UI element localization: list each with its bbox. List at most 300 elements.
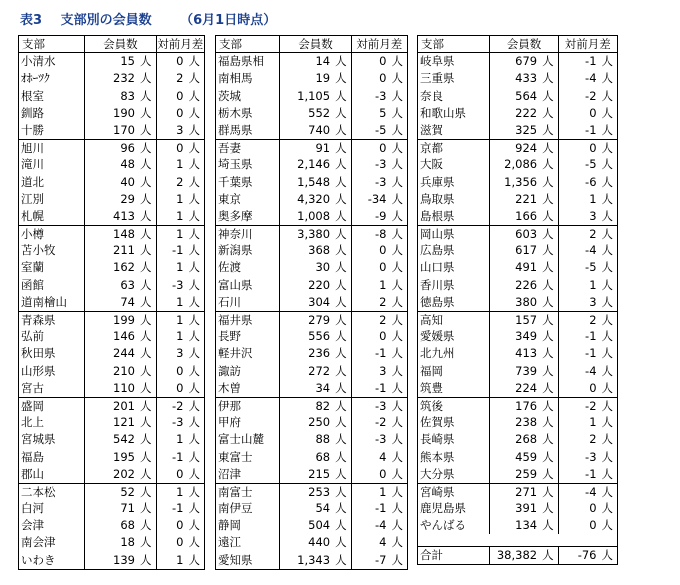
member-count [85, 552, 156, 569]
member-count-value: 1,356 [504, 174, 538, 189]
unit-label: 人 [140, 466, 152, 481]
month-diff-value: 3 [379, 363, 387, 378]
table-gap [418, 534, 617, 546]
unit-label: 人 [335, 346, 347, 361]
table-row [19, 449, 204, 466]
month-diff-value: -2 [585, 88, 597, 103]
unit-label: 人 [391, 54, 403, 69]
branch-name: 岡山県 [418, 226, 490, 242]
unit-label: 人 [391, 466, 403, 481]
month-diff [559, 242, 617, 259]
member-count [490, 431, 558, 448]
branch-name: 新潟県 [216, 242, 280, 259]
month-diff-value: -1 [585, 466, 597, 481]
month-diff [559, 431, 617, 448]
header-branch: 支部 [418, 36, 490, 52]
branch-name: 苫小牧 [19, 242, 85, 259]
member-count [280, 70, 351, 87]
table-row [418, 397, 617, 414]
month-diff [559, 122, 617, 139]
member-count-value: 3,380 [297, 227, 331, 242]
member-count-value: 121 [113, 415, 135, 430]
branch-name: 鹿児島県 [418, 500, 490, 517]
unit-label: 人 [188, 71, 200, 86]
month-diff [157, 277, 205, 294]
month-diff-value: 0 [589, 518, 597, 533]
month-diff [157, 363, 205, 380]
table-row [418, 466, 617, 483]
branch-name: 愛媛県 [418, 328, 490, 345]
member-count-value: 54 [315, 501, 331, 516]
month-diff-value: -1 [375, 501, 387, 516]
unit-label: 人 [188, 122, 200, 137]
member-count [85, 431, 156, 448]
table-row [418, 449, 617, 466]
table-row [19, 174, 204, 191]
month-diff [157, 398, 205, 414]
month-diff [559, 208, 617, 225]
member-count-value: 236 [308, 346, 331, 361]
member-count-value: 96 [120, 141, 135, 156]
month-diff [352, 294, 407, 311]
month-diff [157, 226, 205, 242]
unit-label: 人 [542, 260, 554, 275]
unit-label: 人 [140, 208, 152, 223]
unit-label: 人 [391, 398, 403, 413]
table-row [19, 156, 204, 173]
unit-label: 人 [335, 294, 347, 309]
unit-label: 人 [188, 449, 200, 464]
member-count [490, 105, 558, 122]
header-row [216, 36, 407, 53]
member-count-value: 603 [515, 227, 538, 242]
month-diff [559, 277, 617, 294]
unit-label: 人 [391, 122, 403, 137]
unit-label: 人 [335, 122, 347, 137]
member-count [280, 53, 351, 70]
month-diff-value: -2 [585, 398, 597, 413]
table-row [216, 122, 407, 139]
member-count-value: 14 [315, 54, 331, 69]
month-diff-value: -2 [375, 415, 387, 430]
header-row [418, 36, 617, 53]
month-diff-value: 0 [176, 535, 184, 550]
unit-label: 人 [188, 174, 200, 189]
unit-label: 人 [391, 432, 403, 447]
member-count-value: 40 [120, 174, 135, 189]
unit-label: 人 [391, 277, 403, 292]
member-count-value: 272 [308, 363, 331, 378]
unit-label: 人 [391, 105, 403, 120]
table-row [418, 208, 617, 225]
member-count-value: 15 [120, 54, 135, 69]
branch-name: 北九州 [418, 345, 490, 362]
month-diff [352, 431, 407, 448]
month-diff [157, 517, 205, 534]
member-count [280, 414, 351, 431]
member-count-value: 304 [308, 294, 331, 309]
month-diff-value: -3 [375, 432, 387, 447]
month-diff-value: 2 [379, 294, 387, 309]
member-count [85, 398, 156, 414]
branch-name: 埼玉県 [216, 156, 280, 173]
month-diff-value: -1 [375, 346, 387, 361]
table-row [19, 53, 204, 70]
unit-label: 人 [542, 313, 554, 327]
month-diff [352, 156, 407, 173]
month-diff [352, 500, 407, 517]
unit-label: 人 [542, 208, 554, 223]
member-count-value: 552 [308, 105, 331, 120]
table-row [19, 328, 204, 345]
month-diff-value: 1 [176, 191, 184, 206]
unit-label: 人 [140, 535, 152, 550]
member-count-value: 617 [515, 243, 538, 258]
branch-name: 三重県 [418, 70, 490, 87]
table-row [418, 174, 617, 191]
month-diff-value: -1 [172, 449, 184, 464]
unit-label: 人 [188, 329, 200, 344]
unit-label: 人 [335, 71, 347, 86]
month-diff [157, 294, 205, 311]
unit-label: 人 [140, 501, 152, 516]
unit-label: 人 [391, 208, 403, 223]
month-diff-value: -3 [375, 174, 387, 189]
member-count [280, 328, 351, 345]
unit-label: 人 [335, 313, 347, 327]
branch-name: 大阪 [418, 156, 490, 173]
member-count-value: 564 [515, 88, 538, 103]
member-count [85, 70, 156, 87]
member-count-value: 162 [113, 260, 135, 275]
member-count-value: 391 [515, 501, 538, 516]
month-diff-value: 0 [176, 363, 184, 378]
branch-name: 旭川 [19, 140, 85, 156]
branch-name: 鳥取県 [418, 191, 490, 208]
member-count [490, 140, 558, 156]
member-count [280, 345, 351, 362]
month-diff [352, 534, 407, 551]
unit-label: 人 [335, 466, 347, 481]
month-diff-value: 2 [589, 313, 597, 327]
month-diff [559, 156, 617, 173]
month-diff [559, 517, 617, 534]
member-count [85, 242, 156, 259]
month-diff [559, 328, 617, 345]
unit-label: 人 [188, 54, 200, 69]
table-row [216, 105, 407, 122]
month-diff [157, 88, 205, 105]
table-row [418, 156, 617, 173]
month-diff [352, 517, 407, 534]
branch-name: 札幌 [19, 208, 85, 225]
unit-label: 人 [188, 105, 200, 120]
unit-label: 人 [601, 105, 614, 120]
month-diff-value: -5 [585, 260, 597, 275]
table-row [19, 397, 204, 414]
month-diff [559, 294, 617, 311]
member-count [280, 398, 351, 414]
member-count [85, 277, 156, 294]
table-row [19, 259, 204, 276]
unit-label: 人 [335, 141, 347, 156]
member-count [490, 466, 558, 483]
member-count [280, 517, 351, 534]
month-diff-value: 1 [176, 208, 184, 223]
member-count-value: 190 [113, 105, 135, 120]
month-diff [157, 312, 205, 328]
month-diff-value: -4 [375, 518, 387, 533]
member-count [490, 191, 558, 208]
member-count-value: 440 [308, 535, 331, 550]
branch-name: 東富士 [216, 449, 280, 466]
unit-label: 人 [391, 243, 403, 258]
month-diff-value: 0 [379, 329, 387, 344]
month-diff-value: -1 [375, 380, 387, 395]
member-count [85, 312, 156, 328]
unit-label: 人 [188, 363, 200, 378]
branch-name: 甲府 [216, 414, 280, 431]
month-diff [559, 88, 617, 105]
month-diff [157, 534, 205, 551]
unit-label: 人 [542, 466, 554, 481]
unit-label: 人 [140, 277, 152, 292]
member-count [490, 208, 558, 225]
branch-name: 道北 [19, 174, 85, 191]
branch-name: 静岡 [216, 517, 280, 534]
member-count [280, 277, 351, 294]
month-diff-value: 4 [379, 449, 387, 464]
branch-name: 熊本県 [418, 449, 490, 466]
unit-label: 人 [140, 432, 152, 447]
members-table-3 [417, 35, 618, 565]
unit-label: 人 [601, 329, 614, 344]
month-diff-value: -5 [375, 122, 387, 137]
month-diff-value: -4 [585, 484, 597, 499]
unit-label: 人 [601, 71, 614, 86]
branch-name: 福島県相 [216, 53, 280, 70]
branch-name: 山形県 [19, 363, 85, 380]
table-row [19, 363, 204, 380]
month-diff-value: -3 [172, 415, 184, 430]
month-diff [352, 70, 407, 87]
branch-name: 釧路 [19, 105, 85, 122]
unit-label: 人 [140, 398, 152, 413]
branch-name: 富士山麓 [216, 431, 280, 448]
table-row [418, 500, 617, 517]
branch-name: 広島県 [418, 242, 490, 259]
month-diff-value: 0 [379, 54, 387, 69]
unit-label: 人 [391, 313, 403, 327]
table-row [216, 294, 407, 311]
branch-name: ｵﾎｰﾂｸ [19, 70, 85, 87]
member-count-value: 19 [315, 71, 331, 86]
member-count [85, 500, 156, 517]
unit-label: 人 [542, 449, 554, 464]
member-count-value: 146 [113, 329, 135, 344]
member-count-value: 34 [315, 380, 331, 395]
unit-label: 人 [391, 88, 403, 103]
member-count-value: 459 [515, 449, 538, 464]
table-row [216, 328, 407, 345]
unit-label: 人 [140, 346, 152, 361]
month-diff-value: 0 [176, 466, 184, 481]
member-count [490, 500, 558, 517]
branch-name: 弘前 [19, 328, 85, 345]
unit-label: 人 [391, 71, 403, 86]
member-count [490, 484, 558, 500]
member-count [490, 312, 558, 328]
unit-label: 人 [188, 141, 200, 156]
month-diff [157, 105, 205, 122]
branch-name: 徳島県 [418, 294, 490, 311]
member-count [280, 431, 351, 448]
unit-label: 人 [335, 208, 347, 223]
month-diff-value: 0 [176, 88, 184, 103]
member-count-value: 380 [515, 294, 538, 309]
month-diff-value: -1 [585, 122, 597, 137]
member-count [490, 328, 558, 345]
table-row [418, 328, 617, 345]
member-count-value: 1,008 [297, 208, 331, 223]
unit-label: 人 [188, 398, 200, 413]
branch-name: 北上 [19, 414, 85, 431]
table-row [216, 53, 407, 70]
table-row [216, 311, 407, 328]
member-count-value: 211 [113, 243, 135, 258]
month-diff-value: -7 [375, 552, 387, 567]
member-count-value: 134 [515, 518, 538, 533]
table-row [19, 122, 204, 139]
unit-label: 人 [391, 227, 403, 242]
branch-name: 小樽 [19, 226, 85, 242]
unit-label: 人 [188, 501, 200, 516]
month-diff-value: 2 [176, 71, 184, 86]
month-diff-value: 3 [589, 208, 597, 223]
branch-name: 高知 [418, 312, 490, 328]
month-diff-value: -6 [585, 174, 597, 189]
member-count-value: 29 [120, 191, 135, 206]
table-row [216, 363, 407, 380]
member-count [85, 105, 156, 122]
member-count-value: 199 [113, 313, 135, 327]
month-diff-value: 2 [589, 227, 597, 242]
month-diff-value: 2 [589, 432, 597, 447]
member-count [280, 380, 351, 397]
unit-label: 人 [542, 484, 554, 499]
month-diff-value: -1 [585, 346, 597, 361]
month-diff-value: 0 [379, 71, 387, 86]
branch-name: 木曽 [216, 380, 280, 397]
member-count-value: 325 [515, 122, 538, 137]
month-diff-value: 1 [176, 484, 184, 499]
member-count [490, 294, 558, 311]
member-count [490, 345, 558, 362]
month-diff [559, 105, 617, 122]
month-diff-value: -8 [375, 227, 387, 242]
table-row [418, 122, 617, 139]
month-diff [157, 191, 205, 208]
month-diff [352, 259, 407, 276]
table-row [19, 242, 204, 259]
unit-label: 人 [601, 122, 614, 137]
month-diff-value: -4 [585, 363, 597, 378]
unit-label: 人 [391, 449, 403, 464]
member-count [85, 294, 156, 311]
member-count [280, 312, 351, 328]
unit-label: 人 [335, 277, 347, 292]
unit-label: 人 [188, 518, 200, 533]
branch-name: 盛岡 [19, 398, 85, 414]
branch-name: 沼津 [216, 466, 280, 483]
member-count [490, 122, 558, 139]
branch-name: 富山県 [216, 277, 280, 294]
member-count [280, 208, 351, 225]
table-row [418, 483, 617, 500]
month-diff-value: 0 [176, 380, 184, 395]
table-row [216, 552, 407, 569]
unit-label: 人 [188, 466, 200, 481]
member-count-value: 679 [515, 54, 538, 69]
month-diff [352, 380, 407, 397]
month-diff [352, 53, 407, 70]
member-count [85, 156, 156, 173]
member-count-value: 88 [315, 432, 331, 447]
branch-name: 諏訪 [216, 363, 280, 380]
month-diff-value: -4 [585, 243, 597, 258]
month-diff [352, 226, 407, 242]
branch-name: 栃木県 [216, 105, 280, 122]
member-count-value: 556 [308, 329, 331, 344]
branch-name: 福井県 [216, 312, 280, 328]
unit-label: 人 [188, 432, 200, 447]
member-count-value: 52 [120, 484, 135, 499]
month-diff [157, 259, 205, 276]
month-diff [157, 466, 205, 483]
unit-label: 人 [188, 157, 200, 172]
unit-label: 人 [335, 398, 347, 413]
unit-label: 人 [140, 88, 152, 103]
member-count-value: 30 [315, 260, 331, 275]
table-row [216, 88, 407, 105]
table-row [216, 517, 407, 534]
branch-name: 会津 [19, 517, 85, 534]
month-diff-value: 1 [379, 484, 387, 499]
member-count [490, 226, 558, 242]
member-count-value: 740 [308, 122, 331, 137]
table-row [19, 466, 204, 483]
month-diff [559, 140, 617, 156]
branch-name: 香川県 [418, 277, 490, 294]
member-count [280, 449, 351, 466]
branch-name: 宮崎県 [418, 484, 490, 500]
month-diff [157, 70, 205, 87]
member-count-value: 739 [515, 363, 538, 378]
month-diff [157, 208, 205, 225]
branch-name: 根室 [19, 88, 85, 105]
total-diff [559, 547, 617, 563]
branch-name: 群馬県 [216, 122, 280, 139]
unit-label: 人 [391, 535, 403, 550]
table-row [19, 345, 204, 362]
unit-label: 人 [601, 243, 614, 258]
unit-label: 人 [601, 277, 614, 292]
month-diff [559, 363, 617, 380]
month-diff [352, 466, 407, 483]
member-count-value: 279 [308, 313, 331, 327]
month-diff-value: 1 [589, 415, 597, 430]
unit-label: 人 [391, 294, 403, 309]
